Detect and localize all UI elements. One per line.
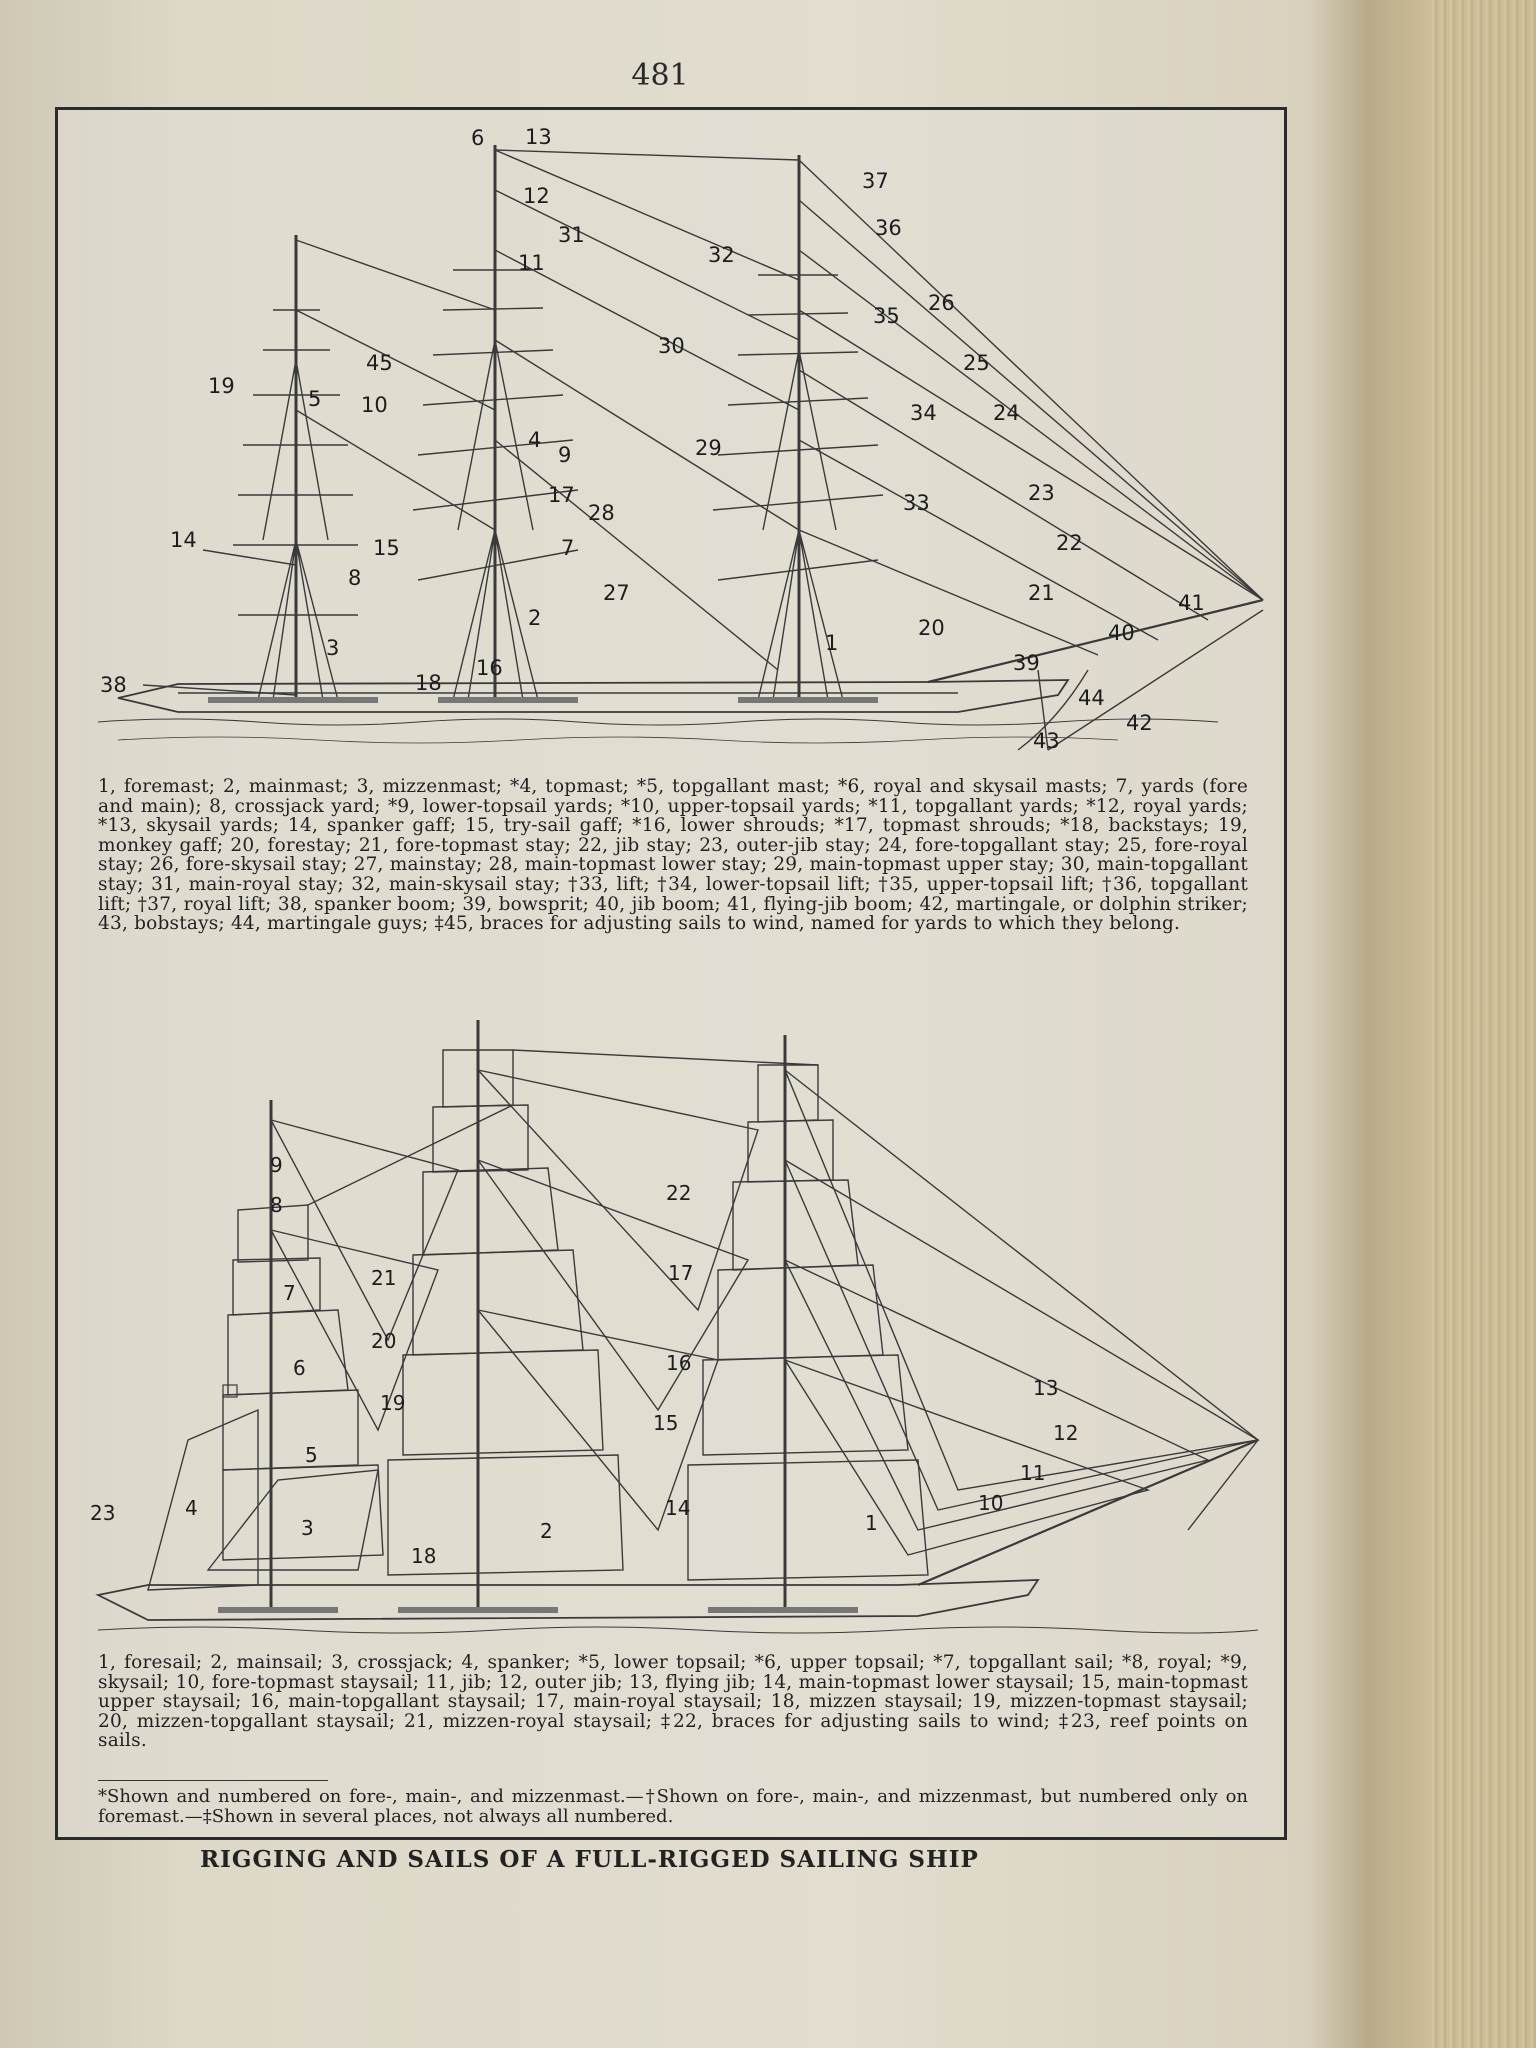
ship-sail-lines: [98, 1020, 1258, 1633]
marker-29: 29: [695, 436, 722, 460]
marker-21: 21: [1028, 581, 1055, 605]
sail-marker-10: 10: [978, 1491, 1004, 1515]
plate-title: RIGGING AND SAILS OF A FULL-RIGGED SAILING SHIP: [200, 1846, 979, 1873]
marker-5: 5: [308, 387, 322, 411]
illustration-plate: [55, 107, 1287, 1840]
sail-marker-21: 21: [371, 1266, 397, 1290]
sail-marker-16: 16: [666, 1351, 692, 1375]
marker-41: 41: [1178, 591, 1205, 615]
sails-caption: 1, foresail; 2, mainsail; 3, crossjack; 4, spanker; *5, lower topsail; *6, upper topsail; *7, topgallant sail; *8, royal; *9, skysail; 10, fore-topmast staysail; 11, jib; 12, outer jib; 13, flying jib; 14, main-topmast lower staysail; 15, main-topmast upper staysail; 16, main-topgallant staysail; 17, main-royal staysail; 18, mizzen staysail; 19, mizzen-topmast staysail; 20, mizzen-topgallant staysail; 21, mizzen-royal staysail; ‡22, braces for adjusting sails to wind; ‡23, reef points on sails.: [98, 1652, 1248, 1752]
sail-marker-4: 4: [185, 1496, 198, 1520]
sails-diagram: [58, 1010, 1284, 1650]
marker-33: 33: [903, 491, 930, 515]
rigging-caption: 1, foremast; 2, mainmast; 3, mizzenmast; *4, topmast; *5, topgallant mast; *6, royal and skysail masts; 7, yards (fore and main); 8, crossjack yard; *9, lower-topsail yards; *10, upper-topsail yards; *11, topgallant yards; *12, royal yards; *13, skysail yards; 14, spanker gaff; 15, try-sail gaff; *16, lower shrouds; *17, topmast shrouds; *18, backstays; 19, monkey gaff; 20, forestay; 21, fore-topmast stay; 22, jib stay; 23, outer-jib stay; 24, fore-topgallant stay; 25, fore-royal stay; 26, fore-skysail stay; 27, mainstay; 28, main-topmast lower stay; 29, main-topmast upper stay; 30, main-topgallant stay; 31, main-royal stay; 32, main-skysail stay; †33, lift; †34, lower-topsail lift; †35, upper-topsail lift; †36, topgallant lift; †37, royal lift; 38, spanker boom; 39, bowsprit; 40, jib boom; 41, flying-jib boom; 42, martingale, or dolphin striker; 43, bobstays; 44, martingale guys; ‡45, braces for adjusting sails to wind, named for yards to which they belong.: [98, 776, 1248, 935]
marker-44: 44: [1078, 686, 1105, 710]
sail-marker-2: 2: [540, 1519, 553, 1543]
marker-37: 37: [862, 169, 889, 193]
marker-26: 26: [928, 291, 955, 315]
sail-marker-13: 13: [1033, 1376, 1059, 1400]
marker-19: 19: [208, 374, 235, 398]
marker-20: 20: [918, 616, 945, 640]
sail-marker-3: 3: [301, 1516, 314, 1540]
sail-marker-15: 15: [653, 1411, 679, 1435]
sail-marker-14: 14: [665, 1496, 691, 1520]
sail-marker-12: 12: [1053, 1421, 1079, 1445]
marker-45: 45: [366, 351, 393, 375]
sail-marker-22: 22: [666, 1181, 692, 1205]
marker-43: 43: [1033, 729, 1060, 753]
marker-12: 12: [523, 184, 550, 208]
marker-6: 6: [471, 126, 485, 150]
marker-27: 27: [603, 581, 630, 605]
page-number: 481: [631, 58, 689, 93]
marker-36: 36: [875, 216, 902, 240]
marker-1: 1: [825, 631, 839, 655]
marker-17: 17: [548, 483, 575, 507]
sail-marker-5: 5: [305, 1443, 318, 1467]
footnote-divider: [98, 1780, 328, 1781]
marker-4: 4: [528, 428, 542, 452]
sail-marker-18: 18: [411, 1544, 437, 1568]
sail-marker-11: 11: [1020, 1461, 1046, 1485]
marker-16: 16: [476, 656, 503, 680]
marker-35: 35: [873, 304, 900, 328]
marker-28: 28: [588, 501, 615, 525]
sail-marker-7: 7: [283, 1281, 296, 1305]
marker-30: 30: [658, 334, 685, 358]
sail-marker-20: 20: [371, 1329, 397, 1353]
sail-marker-9: 9: [270, 1153, 283, 1177]
marker-24: 24: [993, 401, 1020, 425]
book-page-edge: [1430, 0, 1536, 2048]
marker-3: 3: [326, 636, 340, 660]
marker-13: 13: [525, 125, 552, 149]
marker-7: 7: [561, 536, 575, 560]
sail-marker-1: 1: [865, 1511, 878, 1535]
sail-marker-19: 19: [380, 1391, 406, 1415]
marker-9: 9: [558, 443, 572, 467]
marker-18: 18: [415, 671, 442, 695]
marker-31: 31: [558, 223, 585, 247]
footnote: *Shown and numbered on fore-, main-, and mizzenmast.—†Shown on fore-, main-, and mizzenmast, but numbered only on foremast.—‡Shown in several places, not always all numbered.: [98, 1786, 1248, 1827]
ship-rigging-lines: [98, 145, 1263, 750]
marker-15: 15: [373, 536, 400, 560]
marker-39: 39: [1013, 651, 1040, 675]
marker-11: 11: [518, 251, 545, 275]
marker-10: 10: [361, 393, 388, 417]
marker-8: 8: [348, 566, 362, 590]
rigging-diagram: [58, 110, 1284, 770]
marker-23: 23: [1028, 481, 1055, 505]
marker-22: 22: [1056, 531, 1083, 555]
marker-25: 25: [963, 351, 990, 375]
marker-32: 32: [708, 243, 735, 267]
marker-42: 42: [1126, 711, 1153, 735]
marker-2: 2: [528, 606, 542, 630]
marker-34: 34: [910, 401, 937, 425]
sail-marker-17: 17: [668, 1261, 694, 1285]
marker-14: 14: [170, 528, 197, 552]
sail-marker-23: 23: [90, 1501, 116, 1525]
sail-marker-6: 6: [293, 1356, 306, 1380]
sail-marker-8: 8: [270, 1193, 283, 1217]
marker-38: 38: [100, 673, 127, 697]
marker-40: 40: [1108, 621, 1135, 645]
